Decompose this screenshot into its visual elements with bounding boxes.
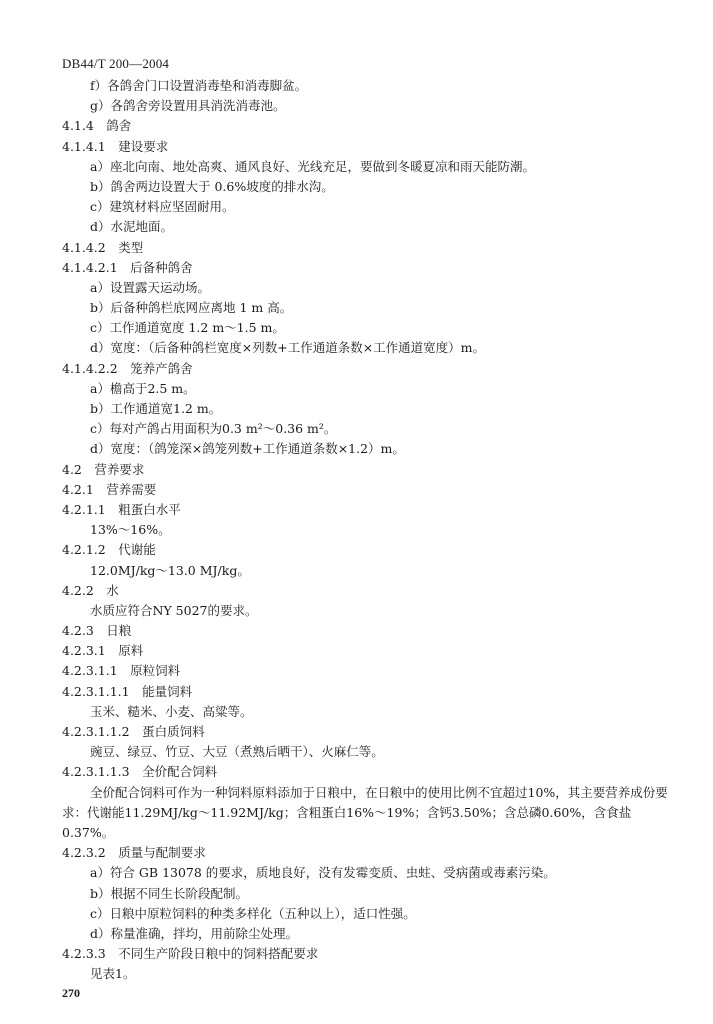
section-heading: 4.2.3.1.1.3 全价配合饲料 — [62, 764, 218, 780]
body-text-line: 豌豆、绿豆、竹豆、大豆（煮熟后晒干）、火麻仁等。 — [90, 744, 384, 760]
body-text-line: a）檐高于2.5 m。 — [90, 380, 196, 396]
body-text-line: c）每对产鸽占用面积为0.3 m²～0.36 m²。 — [90, 421, 337, 437]
section-heading: 4.2 营养要求 — [62, 461, 145, 477]
section-heading: 4.1.4 鸽舍 — [62, 118, 132, 134]
section-heading: 4.1.4.2 类型 — [62, 239, 144, 255]
section-heading: 4.1.4.2.2 笼养产鸽舍 — [62, 360, 193, 376]
section-heading: 4.1.4.2.1 后备种鸽舍 — [62, 259, 193, 275]
section-heading: 4.2.1.2 代谢能 — [62, 542, 156, 558]
body-text-line: c）工作通道宽度 1.2 m～1.5 m。 — [90, 320, 285, 336]
body-text-line: f）各鸽舍门口设置消毒垫和消毒脚盆。 — [90, 78, 308, 93]
body-text-line: c）建筑材料应坚固耐用。 — [90, 199, 235, 215]
body-text-line: d）水泥地面。 — [90, 219, 174, 235]
section-heading: 4.2.3.1.1.1 能量饲料 — [62, 683, 193, 699]
body-text-line: b）工作通道宽1.2 m。 — [90, 401, 222, 416]
body-text-line: d）宽度：（鸽笼深×鸽笼列数+工作通道条数×1.2）m。 — [90, 441, 405, 457]
document-code-header: DB44/T 200—2004 — [62, 56, 170, 71]
body-text-line: c）日粮中原粒饲料的种类多样化（五种以上），适口性强。 — [90, 905, 416, 921]
body-text-line: 水质应符合NY 5027的要求。 — [90, 602, 258, 618]
body-text-line: b）鸽舍两边设置大于 0.6%坡度的排水沟。 — [90, 178, 334, 194]
body-text-line: 见表1。 — [90, 966, 136, 982]
section-heading: 4.2.3.3 不同生产阶段日粮中的饲料搭配要求 — [62, 946, 319, 962]
body-text-line: b）后备种鸽栏底网应离地 1 m 高。 — [90, 300, 293, 316]
body-text-line: a）座北向南、地处高爽、通风良好、光线充足，要做到冬暖夏凉和雨天能防潮。 — [90, 158, 535, 174]
body-text-line: b）根据不同生长阶段配制。 — [90, 885, 249, 901]
body-text-line: d）宽度：（后备种鸽栏宽度×列数+工作通道条数×工作通道宽度）m。 — [90, 340, 486, 356]
section-heading: 4.2.3.1.1 原粒饲料 — [62, 663, 181, 679]
section-heading: 4.2.3 日粮 — [62, 623, 132, 639]
body-text-line: 13%～16%。 — [90, 522, 171, 538]
section-heading: 4.2.3.2 质量与配制要求 — [62, 845, 206, 861]
body-text-line: a）设置露天运动场。 — [90, 279, 210, 295]
body-text-line: g）各鸽舍旁设置用具消洗消毒池。 — [90, 98, 286, 114]
body-text-line: d）称量准确，拌均，用前除尘处理。 — [90, 925, 299, 941]
section-heading: 4.2.2 水 — [62, 582, 119, 598]
body-text-line: 全价配合饲料可作为一种饲料原料添加于日粮中，在日粮中的使用比例不宜超过10%，其主要营养成份要求：代谢能11.29MJ/kg～11.92MJ/kg；含粗蛋白16%～19%；含钙3.50%；含总磷0.60%，含食盐0.37%。 — [62, 784, 668, 840]
section-heading: 4.2.1.1 粗蛋白水平 — [62, 501, 181, 517]
body-text-line: 12.0MJ/kg～13.0 MJ/kg。 — [90, 562, 250, 578]
section-heading: 4.2.3.1.1.2 蛋白质饲料 — [62, 724, 205, 739]
body-text-line: 玉米、糙米、小麦、高粱等。 — [90, 703, 253, 719]
section-heading: 4.1.4.1 建设要求 — [62, 138, 169, 154]
section-heading: 4.2.3.1 原料 — [62, 643, 144, 659]
section-heading: 4.2.1 营养需要 — [62, 481, 157, 497]
page-number: 270 — [62, 986, 80, 1000]
document-body — [62, 76, 682, 984]
body-text-line: a）符合 GB 13078 的要求，质地良好，没有发霉变质、虫蛀、受病菌或毒素污染。 — [90, 865, 556, 881]
